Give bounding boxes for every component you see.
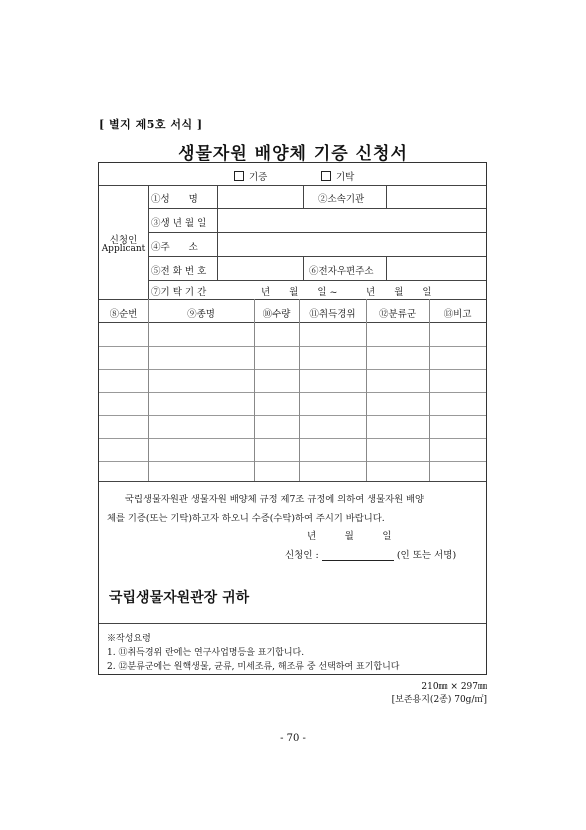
email-field[interactable] [387,257,485,279]
cell-seq[interactable] [100,462,147,480]
cell-species[interactable] [149,347,253,368]
cell-quantity[interactable] [255,439,298,460]
donation-checkbox[interactable] [234,171,244,181]
applicant-label-ko: 신청인 [109,235,138,246]
email-label: ⑥전자우편주소 [309,266,374,277]
cell-acquisition[interactable] [300,323,365,345]
notes-heading: ※작성요령 [107,634,151,644]
cell-remarks[interactable] [430,323,485,345]
col-header-acquisition: ⑪취득경위 [309,309,356,320]
cell-taxon[interactable] [367,347,428,368]
cell-quantity[interactable] [255,370,298,391]
cell-quantity[interactable] [255,393,298,414]
paper-size: 210㎜ × 297㎜ [421,682,487,692]
cell-seq[interactable] [100,393,147,414]
cell-quantity[interactable] [255,323,298,345]
applicant-sign-label: 신청인 : [285,550,319,561]
table-row [99,461,486,481]
name-label: ①성 명 [151,194,198,205]
applicant-label-en: Applicant [101,244,146,254]
address-label: ④주 소 [151,242,198,253]
cell-taxon[interactable] [367,393,428,414]
deposit-option[interactable] [321,169,354,183]
address-field[interactable] [218,233,485,255]
cell-remarks[interactable] [430,370,485,391]
note-item-1: 1. ⑪취득경위 란에는 연구사업명등을 표기합니다. [107,648,305,658]
col-header-quantity: ⑩수량 [262,309,291,320]
cell-acquisition[interactable] [300,370,365,391]
form-title: 생물자원 배양체 기증 신청서 [178,144,408,164]
cell-seq[interactable] [100,323,147,345]
birth-field[interactable] [218,209,485,231]
table-row [99,415,486,438]
cell-quantity[interactable] [255,347,298,368]
applicant-signature-field[interactable] [322,550,394,561]
cell-acquisition[interactable] [300,439,365,460]
cell-quantity[interactable] [255,462,298,480]
cell-species[interactable] [149,439,253,460]
donation-label: 기증 [249,172,268,183]
addressee: 국립생물자원관장 귀하 [109,590,250,606]
cell-remarks[interactable] [430,439,485,460]
page-number: - 70 - [280,733,306,744]
col-header-remarks: ⑬비고 [443,309,472,320]
cell-taxon[interactable] [367,323,428,345]
cell-seq[interactable] [100,416,147,437]
col-header-taxon: ⑫분류군 [378,309,417,320]
col-header-species: ⑨종명 [187,309,215,320]
application-date[interactable]: 년 월 일 [307,531,392,542]
statement-line-2: 체를 기증(또는 기탁)하고자 하오니 수증(수탁)하여 주시기 바랍니다. [107,513,385,524]
cell-taxon[interactable] [367,439,428,460]
cell-seq[interactable] [100,439,147,460]
cell-acquisition[interactable] [300,347,365,368]
period-value[interactable]: 년 월 일 ~ 년 월 일 [261,287,432,298]
phone-field[interactable] [218,257,302,279]
table-row [99,369,486,392]
table-row [99,392,486,415]
phone-label: ⑤전 화 번 호 [151,266,207,277]
cell-species[interactable] [149,370,253,391]
form-number-tag: [ 별지 제5호 서식 ] [99,118,203,131]
paper-type: [보존용지(2종) 70g/㎡] [391,695,487,705]
table-row [99,438,486,461]
sign-note: (인 또는 서명) [396,550,457,561]
applicant-signature-row [285,547,456,561]
deposit-checkbox[interactable] [321,171,331,181]
cell-seq[interactable] [100,347,147,368]
deposit-label: 기탁 [336,172,355,183]
name-field[interactable] [218,186,302,208]
cell-species[interactable] [149,323,253,345]
cell-acquisition[interactable] [300,416,365,437]
cell-remarks[interactable] [430,462,485,480]
donation-option[interactable] [234,169,267,183]
affiliation-label: ②소속기관 [318,194,365,205]
cell-taxon[interactable] [367,370,428,391]
statement-line-1: 국립생물자원관 생물자원 배양체 규정 제7조 규정에 의하여 생물자원 배양 [125,494,424,505]
cell-remarks[interactable] [430,393,485,414]
table-row [99,346,486,369]
cell-remarks[interactable] [430,347,485,368]
cell-acquisition[interactable] [300,462,365,480]
cell-species[interactable] [149,416,253,437]
affiliation-field[interactable] [387,186,485,208]
cell-acquisition[interactable] [300,393,365,414]
col-header-seq: ⑧순번 [109,309,138,320]
cell-species[interactable] [149,393,253,414]
birth-label: ③생 년 월 일 [151,218,207,229]
cell-taxon[interactable] [367,462,428,480]
application-form [98,162,487,675]
cell-taxon[interactable] [367,416,428,437]
cell-quantity[interactable] [255,416,298,437]
cell-remarks[interactable] [430,416,485,437]
table-row [99,322,486,346]
cell-species[interactable] [149,462,253,480]
note-item-2: 2. ⑫분류군에는 원핵생물, 균류, 미세조류, 해조류 중 선택하여 표기합니다 [107,662,400,672]
period-label: ⑦기 탁 기 간 [151,287,207,298]
cell-seq[interactable] [100,370,147,391]
